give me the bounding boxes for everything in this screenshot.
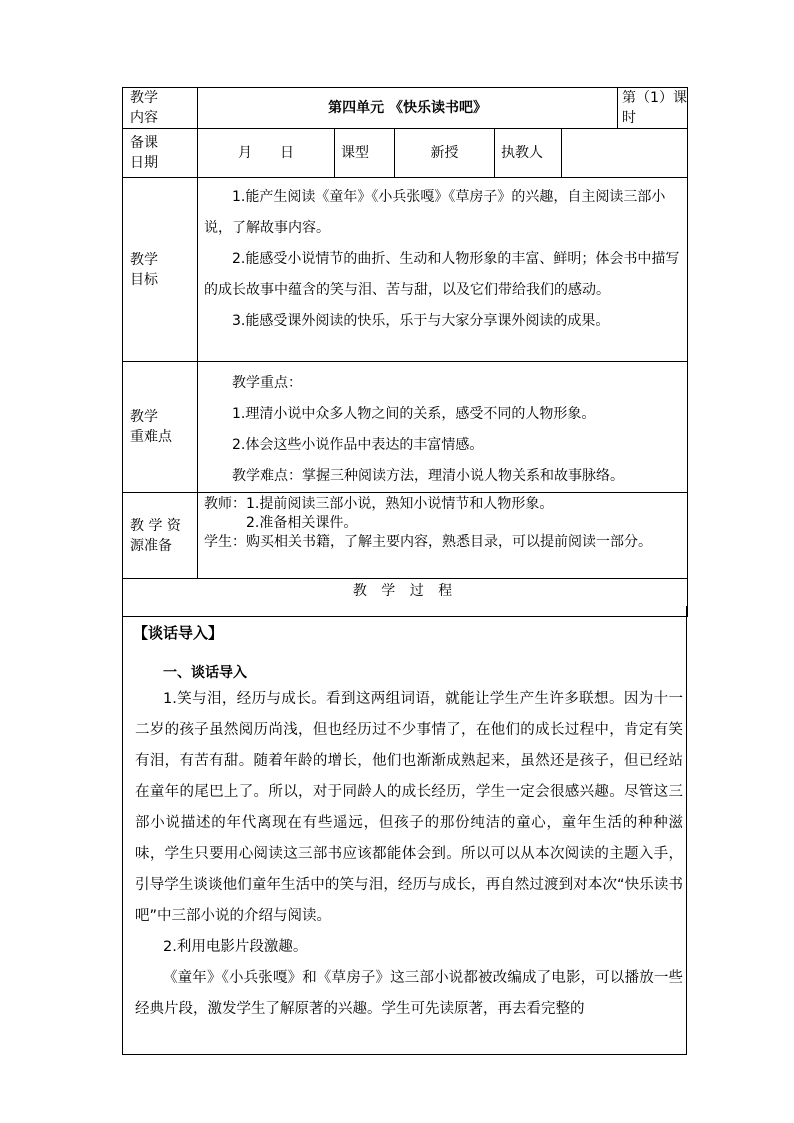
keypoints-content: [198, 362, 688, 493]
date-label: 备课 日期: [123, 129, 198, 178]
process-heading: 教 学 过 程: [123, 579, 688, 617]
goals-label: 教学 目标: [123, 178, 198, 362]
goals-row: [123, 178, 688, 362]
sub-title: 一、谈话导入: [163, 665, 247, 681]
resources-label: 教 学 资 源准备: [123, 493, 198, 579]
goal-item: 3.能感受课外阅读的快乐，乐于与大家分享课外阅读的成果。: [232, 313, 610, 329]
resources-row: [123, 493, 688, 579]
keypoints-label: 教学 重难点: [123, 362, 198, 493]
lesson-plan-table: [122, 87, 688, 617]
resources-content: [198, 493, 688, 579]
header-row: [123, 88, 688, 129]
goal-item: 2.能感受小说情节的曲折、生动和人物形象的丰富、鲜明；体会书中描写的成长故事中蕴含的笑与泪、苦与甜，以及它们带给我们的感动。: [204, 251, 680, 298]
keypoint-item: 2.体会这些小说作品中表达的丰富情感。: [232, 437, 484, 453]
type-label: 课型: [335, 129, 395, 178]
keypoint-item: 教学难点：掌握三种阅读方法，理清小说人物关系和故事脉络。: [232, 468, 624, 484]
paragraph: 1.笑与泪，经历与成长。看到这两组词语，就能让学生产生许多联想。因为十一二岁的孩子虽然阅历尚浅，但也经历过不少事情了，在他们的成长过程中，肯定有笑有泪，有苦有甜。随着年龄的增长，他们也渐渐成熟起来，虽然还是孩子，但已经站在童年的尾巴上了。所以，对于同龄人的成长经历，学生一定会很感兴趣。尽管这三部小说描述的年代离现在有些遥远，但孩子的那份纯洁的童心，童年生活的种种滋味，学生只要用心阅读这三部书应该都能体会到。所以可以从本次阅读的主题入手，引导学生谈谈他们童年生活中的笑与泪，经历与成长，再自然过渡到对本次“快乐读书吧”中三部小说的介绍与阅读。: [135, 691, 683, 924]
lesson-body: [122, 606, 687, 1055]
section-title: 【谈话导入】: [133, 624, 224, 642]
goal-item: 1.能产生阅读《童年》《小兵张嘎》《草房子》的兴趣，自主阅读三部小说，了解故事内容。: [204, 189, 666, 236]
lesson-text: [135, 684, 683, 1025]
keypoint-item: 教学重点：: [232, 375, 302, 391]
lesson-number: 第（1）课时: [618, 88, 688, 129]
teacher-label: 执教人: [495, 129, 562, 178]
keypoints-row: [123, 362, 688, 493]
student-prep: 学生：购买相关书籍，了解主要内容，熟悉目录，可以提前阅读一部分。: [204, 534, 652, 550]
date-row: [123, 129, 688, 178]
teacher-value: [562, 129, 688, 178]
teacher-prep-2: 2.准备相关课件。: [204, 515, 358, 531]
keypoint-item: 1.理清小说中众多人物之间的关系，感受不同的人物形象。: [232, 406, 596, 422]
goals-content: [198, 178, 688, 362]
type-value: 新授: [395, 129, 495, 178]
paragraph: 2.利用电影片段激趣。: [163, 939, 308, 955]
teacher-prep-1: 教师：1.提前阅读三部小说，熟知小说情节和人物形象。: [204, 496, 554, 512]
unit-title: 第四单元 《快乐读书吧》: [198, 88, 618, 129]
content-label: 教学 内容: [123, 88, 198, 129]
month-day-field: 月 日: [198, 129, 335, 178]
paragraph: 《童年》《小兵张嘎》和《草房子》这三部小说都被改编成了电影，可以播放一些经典片段，激发学生了解原著的兴趣。学生可先读原著，再去看完整的: [135, 970, 683, 1017]
